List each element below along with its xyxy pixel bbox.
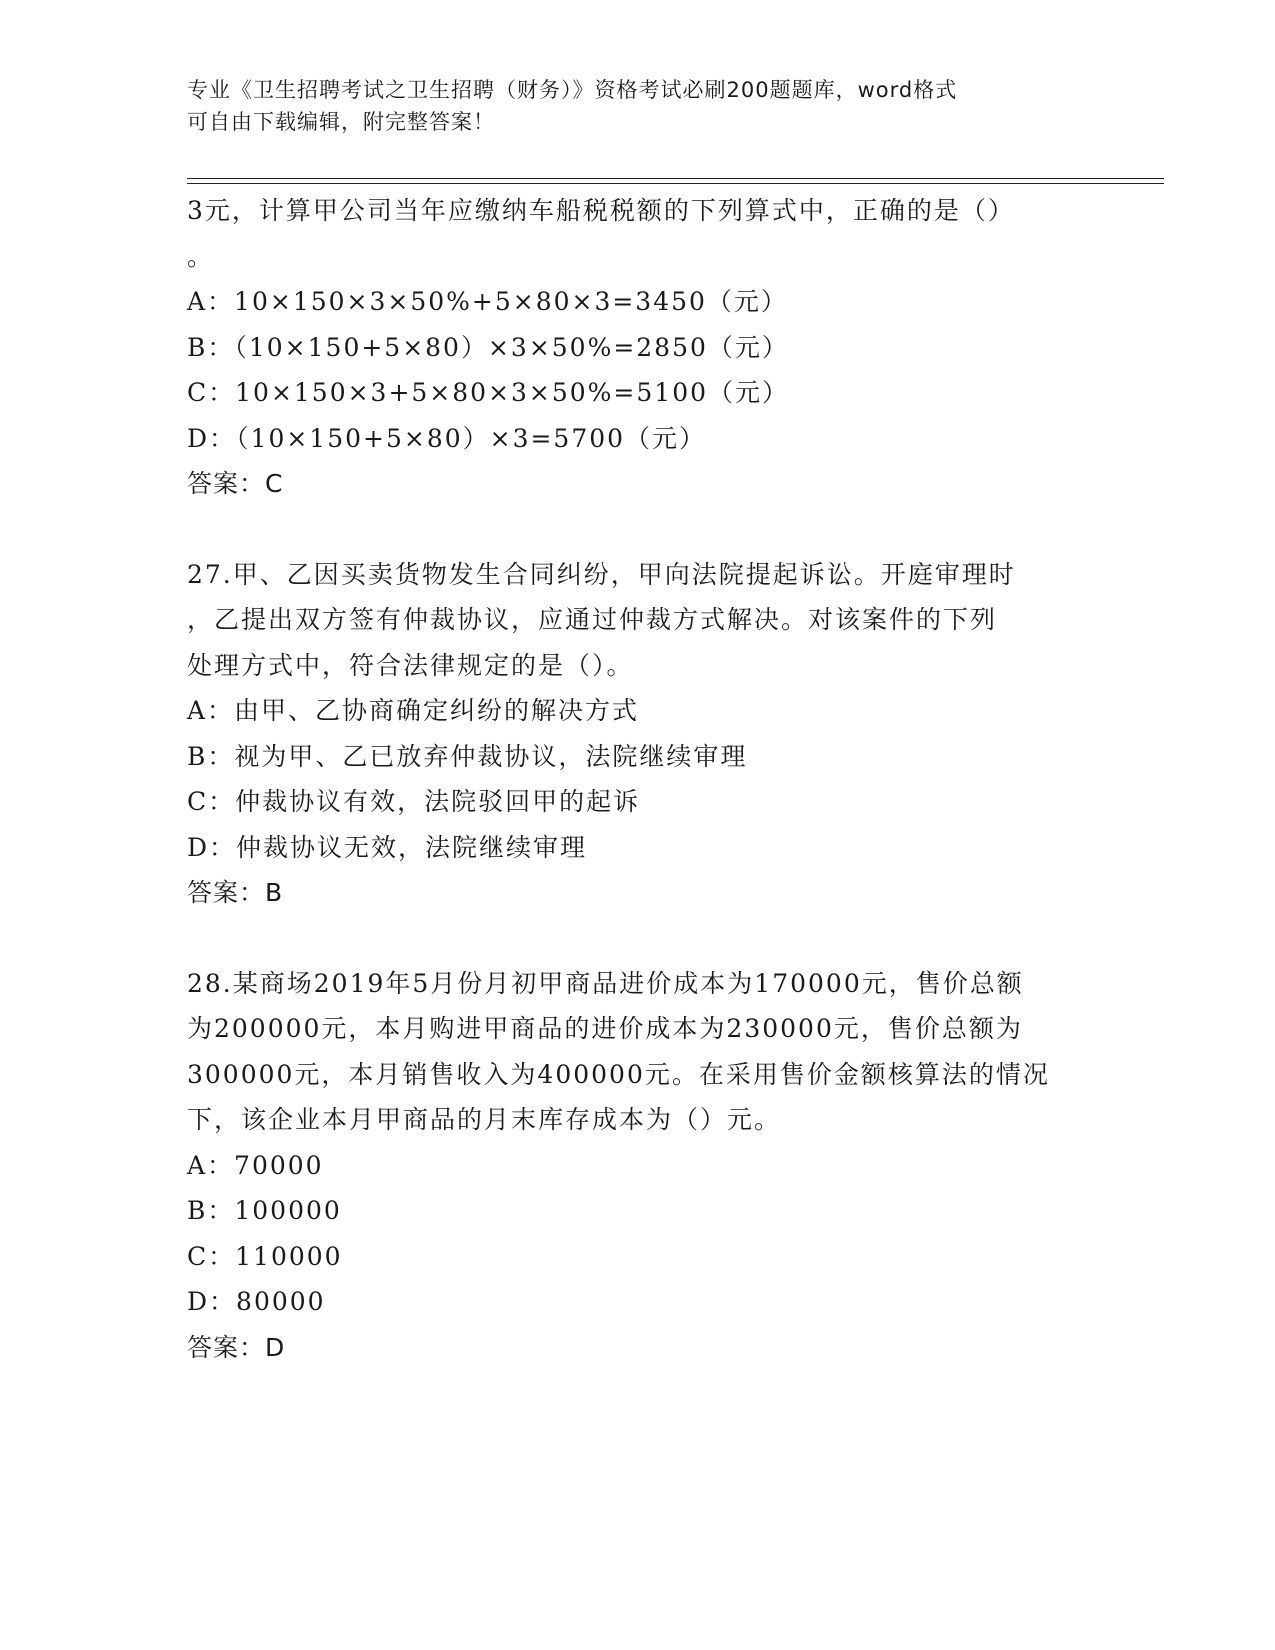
- header-divider-bottom: [187, 183, 1164, 184]
- option-c: C：110000: [187, 1241, 343, 1271]
- option-b: B：（10×150+5×80）×3×50%=2850（元）: [187, 332, 789, 362]
- question-text: 28.某商场2019年5月份月初甲商品进价成本为170000元，售价总额: [187, 968, 1024, 998]
- question-text: ，乙提出双方签有仲裁协议，应通过仲裁方式解决。对该案件的下列: [187, 605, 998, 634]
- option-c: C：10×150×3+5×80×3×50%=5100（元）: [187, 378, 790, 407]
- spacer: [187, 916, 1087, 961]
- question-text: 300000元，本月销售收入为400000元。在采用售价金额核算法的情况: [187, 1059, 1050, 1089]
- option-a: A：70000: [187, 1150, 324, 1180]
- question-text: 。: [187, 241, 215, 271]
- option-d: D：80000: [187, 1287, 326, 1316]
- header-line-1: 专业《卫生招聘考试之卫生招聘（财务）》资格考试必刷200题题库，word格式: [187, 78, 958, 102]
- question-text: 下，该企业本月甲商品的月末库存成本为（）元。: [187, 1105, 782, 1134]
- answer: 答案：C: [187, 469, 284, 498]
- question-text: 为200000元，本月购进甲商品的进价成本为230000元，售价总额为: [187, 1014, 1023, 1043]
- option-c: C：仲裁协议有效，法院驳回甲的起诉: [187, 787, 641, 816]
- answer: 答案：B: [187, 878, 284, 907]
- spacer: [187, 507, 1087, 552]
- question-27: [187, 552, 1087, 916]
- option-a: A：由甲、乙协商确定纠纷的解决方式: [187, 696, 640, 725]
- question-text: 处理方式中，符合法律规定的是（）。: [187, 650, 634, 680]
- question-text: 3元，计算甲公司当年应缴纳车船税税额的下列算式中，正确的是（）: [187, 196, 1015, 225]
- answer: 答案：D: [187, 1332, 286, 1362]
- option-d: D：仲裁协议无效，法院继续审理: [187, 832, 588, 862]
- option-a: A：10×150×3×50%+5×80×3=3450（元）: [187, 287, 788, 316]
- question-text: 27.甲、乙因买卖货物发生合同纠纷，甲向法院提起诉讼。开庭审理时: [187, 559, 1016, 589]
- option-b: B：视为甲、乙已放弃仲裁协议，法院继续审理: [187, 741, 748, 771]
- question-26: [187, 188, 1087, 507]
- question-28: [187, 961, 1087, 1371]
- document-body: [187, 188, 1087, 1370]
- option-b: B：100000: [187, 1196, 342, 1225]
- header-divider-top: [187, 178, 1164, 179]
- header-line-2: 可自由下载编辑，附完整答案！: [187, 110, 495, 134]
- document-header: [187, 74, 1087, 138]
- option-d: D：（10×150+5×80）×3=5700（元）: [187, 423, 707, 453]
